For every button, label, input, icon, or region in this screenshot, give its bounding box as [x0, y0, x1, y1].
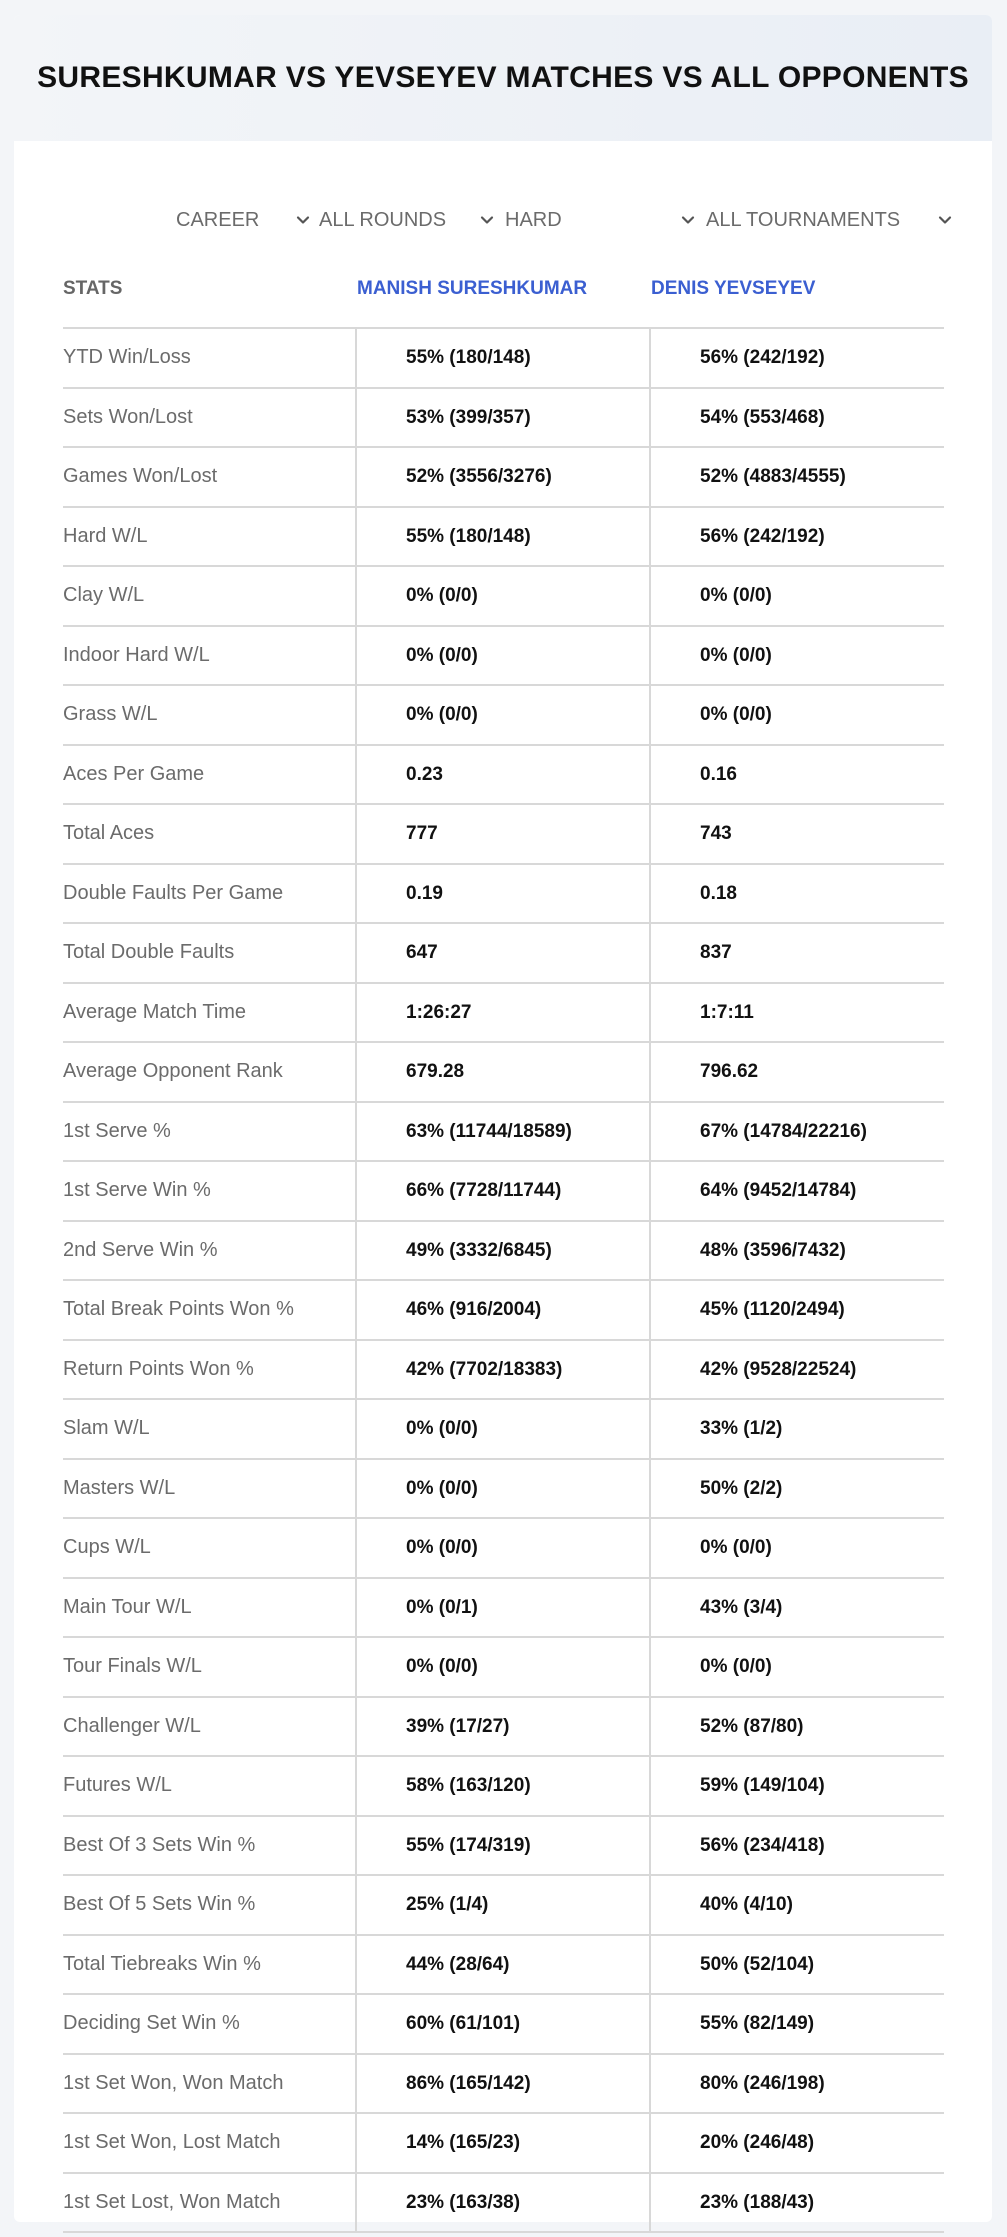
- column-divider: [649, 746, 651, 804]
- column-divider: [355, 686, 357, 744]
- column-divider: [649, 1995, 651, 2053]
- player2-value: 42% (9528/22524): [700, 1358, 857, 1380]
- player2-value: 50% (52/104): [700, 1953, 815, 1975]
- column-divider: [355, 508, 357, 566]
- column-divider: [649, 329, 651, 387]
- player1-value: 55% (180/148): [406, 347, 531, 368]
- column-divider: [649, 1579, 651, 1637]
- stat-label: Games Won/Lost: [63, 465, 218, 487]
- chevron-down-icon: [679, 211, 697, 229]
- table-row: [63, 1519, 944, 1579]
- column-divider: [355, 627, 357, 685]
- table-row: [63, 1876, 944, 1936]
- stats-card: [14, 15, 992, 2222]
- tournaments-select[interactable]: [706, 190, 954, 250]
- surface-select[interactable]: [505, 190, 697, 250]
- player2-value: 0% (0/0): [700, 1656, 772, 1677]
- chevron-down-icon: [294, 211, 312, 229]
- column-divider: [649, 1043, 651, 1101]
- player2-value: 743: [700, 823, 732, 844]
- stat-label: YTD Win/Loss: [63, 346, 191, 368]
- stat-label: Total Double Faults: [63, 941, 235, 963]
- table-row: [63, 1460, 944, 1520]
- column-divider: [649, 2055, 651, 2113]
- column-divider: [355, 2055, 357, 2113]
- column-divider: [355, 1281, 357, 1339]
- column-divider: [649, 389, 651, 447]
- stat-label: Average Opponent Rank: [63, 1060, 283, 1082]
- stat-label: Sets Won/Lost: [63, 405, 193, 428]
- table-row: [63, 1995, 944, 2055]
- player2-value: 56% (234/418): [700, 1834, 825, 1856]
- stat-label: Total Tiebreaks Win %: [63, 1952, 261, 1975]
- stat-label: Best Of 5 Sets Win %: [63, 1893, 256, 1915]
- column-divider: [649, 924, 651, 982]
- stat-label: Cups W/L: [63, 1536, 151, 1558]
- table-row: [63, 1400, 944, 1460]
- column-divider: [355, 2174, 357, 2232]
- table-row: [63, 686, 944, 746]
- player2-value: 33% (1/2): [700, 1418, 783, 1439]
- player1-value: 679.28: [406, 1061, 465, 1082]
- column-divider: [649, 865, 651, 923]
- table-row: [63, 1281, 944, 1341]
- chevron-down-icon: [936, 211, 954, 229]
- player1-value: 647: [406, 942, 438, 963]
- column-divider: [649, 627, 651, 685]
- column-divider: [649, 2114, 651, 2172]
- column-divider: [355, 805, 357, 863]
- column-divider: [355, 1936, 357, 1994]
- table-row: [63, 924, 944, 984]
- player1-value: 66% (7728/11744): [406, 1180, 562, 1201]
- player2-value: 0.16: [700, 763, 737, 785]
- player2-value: 0.18: [700, 882, 737, 904]
- player1-value: 23% (163/38): [406, 2191, 521, 2213]
- player1-value: 60% (61/101): [406, 2013, 521, 2034]
- player2-value: 0% (0/0): [700, 585, 772, 606]
- player1-value: 86% (165/142): [406, 2072, 531, 2094]
- column-divider: [649, 2174, 651, 2232]
- column-divider: [355, 865, 357, 923]
- column-divider: [649, 1400, 651, 1458]
- stat-label: Futures W/L: [63, 1774, 172, 1796]
- player2-value: 64% (9452/14784): [700, 1180, 857, 1201]
- player1-value: 25% (1/4): [406, 1894, 489, 1915]
- stat-label: Deciding Set Win %: [63, 2012, 240, 2034]
- table-body: [63, 329, 944, 2233]
- player1-link[interactable]: MANISH SURESHKUMAR: [357, 277, 588, 299]
- stat-label: Hard W/L: [63, 524, 148, 547]
- stat-label: Average Match Time: [63, 1000, 247, 1023]
- table-row: [63, 1162, 944, 1222]
- column-divider: [355, 1162, 357, 1220]
- column-divider: [355, 1757, 357, 1815]
- tournaments-select-value: ALL TOURNAMENTS: [706, 208, 901, 231]
- table-row: [63, 1103, 944, 1163]
- player1-value: 1:26:27: [406, 1001, 472, 1023]
- column-divider: [649, 1638, 651, 1696]
- period-select[interactable]: [176, 190, 312, 250]
- column-divider: [355, 1519, 357, 1577]
- table-row: [63, 1638, 944, 1698]
- player2-link[interactable]: DENIS YEVSEYEV: [651, 277, 816, 299]
- column-divider: [355, 567, 357, 625]
- player2-value: 56% (242/192): [700, 525, 825, 547]
- player2-value: 52% (87/80): [700, 1715, 804, 1737]
- player2-value: 54% (553/468): [700, 406, 825, 428]
- player1-value: 0% (0/0): [406, 585, 478, 606]
- player2-value: 796.62: [700, 1061, 759, 1082]
- player2-value: 56% (242/192): [700, 347, 825, 368]
- rounds-select-value: ALL ROUNDS: [319, 208, 447, 231]
- column-divider: [355, 1400, 357, 1458]
- player1-value: 0.19: [406, 882, 443, 904]
- player1-value: 0% (0/0): [406, 1477, 478, 1499]
- player1-value: 44% (28/64): [406, 1953, 510, 1975]
- column-divider: [355, 1222, 357, 1280]
- stat-label: Total Break Points Won %: [63, 1298, 294, 1320]
- column-divider: [355, 924, 357, 982]
- player1-value: 0.23: [406, 763, 443, 785]
- player2-value: 50% (2/2): [700, 1477, 783, 1499]
- player2-value: 0% (0/0): [700, 644, 772, 666]
- stat-label: Aces Per Game: [63, 762, 205, 785]
- player1-value: 39% (17/27): [406, 1715, 510, 1737]
- player1-value: 14% (165/23): [406, 2132, 521, 2153]
- player1-value: 52% (3556/3276): [406, 466, 552, 487]
- player2-value: 0% (0/0): [700, 704, 772, 725]
- player2-value: 48% (3596/7432): [700, 1239, 846, 1261]
- column-divider: [355, 1341, 357, 1399]
- column-divider: [649, 448, 651, 506]
- stat-label: Main Tour W/L: [63, 1595, 192, 1618]
- stats-table: [63, 250, 944, 2233]
- stat-label: Return Points Won %: [63, 1357, 254, 1380]
- player1-value: 0% (0/0): [406, 1656, 478, 1677]
- stat-label: 1st Serve Win %: [63, 1179, 211, 1201]
- player1-value: 58% (163/120): [406, 1775, 531, 1796]
- table-row: [63, 2055, 944, 2115]
- table-row: [63, 567, 944, 627]
- surface-select-value: HARD: [505, 208, 562, 231]
- table-row: [63, 1757, 944, 1817]
- column-divider: [649, 1698, 651, 1756]
- table-row: [63, 1817, 944, 1877]
- column-divider: [649, 1876, 651, 1934]
- player1-value: 42% (7702/18383): [406, 1358, 563, 1380]
- column-divider: [649, 1341, 651, 1399]
- player2-value: 43% (3/4): [700, 1596, 783, 1618]
- table-row: [63, 1579, 944, 1639]
- player1-value: 0% (0/0): [406, 704, 478, 725]
- stat-label: Challenger W/L: [63, 1714, 201, 1737]
- column-divider: [649, 567, 651, 625]
- column-divider: [649, 1519, 651, 1577]
- card-header: [14, 15, 992, 141]
- player1-value: 55% (174/319): [406, 1834, 531, 1856]
- player1-value: 0% (0/0): [406, 644, 478, 666]
- table-row: [63, 448, 944, 508]
- filter-bar: [14, 190, 992, 250]
- table-row: [63, 1936, 944, 1996]
- player1-value: 63% (11744/18589): [406, 1120, 572, 1142]
- table-row: [63, 508, 944, 568]
- column-divider: [355, 2114, 357, 2172]
- stat-label: Slam W/L: [63, 1417, 150, 1439]
- column-divider: [355, 1460, 357, 1518]
- column-divider: [355, 329, 357, 387]
- column-divider: [355, 984, 357, 1042]
- column-divider: [649, 1936, 651, 1994]
- column-divider: [649, 1103, 651, 1161]
- rounds-select[interactable]: [319, 190, 496, 250]
- table-row: [63, 805, 944, 865]
- column-divider: [649, 1817, 651, 1875]
- column-divider: [649, 805, 651, 863]
- table-row: [63, 1222, 944, 1282]
- player1-value: 55% (180/148): [406, 525, 531, 547]
- column-divider: [355, 1103, 357, 1161]
- player2-value: 52% (4883/4555): [700, 466, 846, 487]
- player2-value: 40% (4/10): [700, 1894, 793, 1915]
- player2-value: 59% (149/104): [700, 1775, 825, 1796]
- stat-label: 1st Serve %: [63, 1119, 171, 1142]
- column-divider: [355, 1817, 357, 1875]
- player1-value: 777: [406, 823, 438, 844]
- stat-label: 1st Set Lost, Won Match: [63, 2190, 281, 2213]
- table-row: [63, 1341, 944, 1401]
- stat-label: Masters W/L: [63, 1476, 176, 1499]
- stat-label: Indoor Hard W/L: [63, 643, 210, 666]
- player1-value: 49% (3332/6845): [406, 1239, 552, 1261]
- stat-label: 2nd Serve Win %: [63, 1238, 218, 1261]
- column-divider: [355, 1043, 357, 1101]
- column-divider: [355, 746, 357, 804]
- stat-label: Double Faults Per Game: [63, 881, 284, 904]
- column-divider: [355, 389, 357, 447]
- table-row: [63, 1043, 944, 1103]
- chevron-down-icon: [478, 211, 496, 229]
- player2-value: 0% (0/0): [700, 1537, 772, 1558]
- player2-value: 55% (82/149): [700, 2013, 815, 2034]
- table-row: [63, 1698, 944, 1758]
- player2-value: 1:7:11: [700, 1001, 754, 1023]
- player1-value: 53% (399/357): [406, 406, 531, 428]
- stat-label: 1st Set Won, Lost Match: [63, 2131, 281, 2153]
- player2-value: 45% (1120/2494): [700, 1299, 845, 1320]
- stat-label: Total Aces: [63, 822, 155, 844]
- table-row: [63, 389, 944, 449]
- table-row: [63, 865, 944, 925]
- stat-label: Tour Finals W/L: [63, 1655, 202, 1677]
- player1-value: 0% (0/1): [406, 1596, 478, 1618]
- column-divider: [649, 1460, 651, 1518]
- column-divider: [649, 1222, 651, 1280]
- player2-value: 23% (188/43): [700, 2191, 815, 2213]
- table-row: [63, 984, 944, 1044]
- table-row: [63, 329, 944, 389]
- column-divider: [649, 1757, 651, 1815]
- column-divider: [649, 984, 651, 1042]
- player2-value: 837: [700, 942, 732, 963]
- column-divider: [355, 1876, 357, 1934]
- period-select-value: CAREER: [176, 208, 260, 231]
- table-header: [63, 250, 944, 329]
- page-title: SURESHKUMAR VS YEVSEYEV MATCHES VS ALL OPPONENTS: [37, 61, 969, 94]
- stat-label: Best Of 3 Sets Win %: [63, 1833, 256, 1856]
- column-divider: [649, 686, 651, 744]
- column-divider: [355, 1698, 357, 1756]
- stat-label: Clay W/L: [63, 584, 145, 606]
- column-divider: [355, 1579, 357, 1637]
- column-divider: [355, 1995, 357, 2053]
- table-row: [63, 2174, 944, 2234]
- table-row: [63, 627, 944, 687]
- column-divider: [649, 1162, 651, 1220]
- player2-value: 67% (14784/22216): [700, 1120, 867, 1142]
- player1-value: 46% (916/2004): [406, 1299, 542, 1320]
- stats-column-header: STATS: [63, 277, 123, 299]
- player1-value: 0% (0/0): [406, 1418, 478, 1439]
- column-divider: [355, 448, 357, 506]
- stat-label: 1st Set Won, Won Match: [63, 2071, 284, 2094]
- player1-value: 0% (0/0): [406, 1537, 478, 1558]
- table-row: [63, 2114, 944, 2174]
- player2-value: 20% (246/48): [700, 2132, 815, 2153]
- table-row: [63, 746, 944, 806]
- player2-value: 80% (246/198): [700, 2072, 825, 2094]
- stat-label: Grass W/L: [63, 703, 158, 725]
- column-divider: [649, 508, 651, 566]
- column-divider: [649, 1281, 651, 1339]
- column-divider: [355, 1638, 357, 1696]
